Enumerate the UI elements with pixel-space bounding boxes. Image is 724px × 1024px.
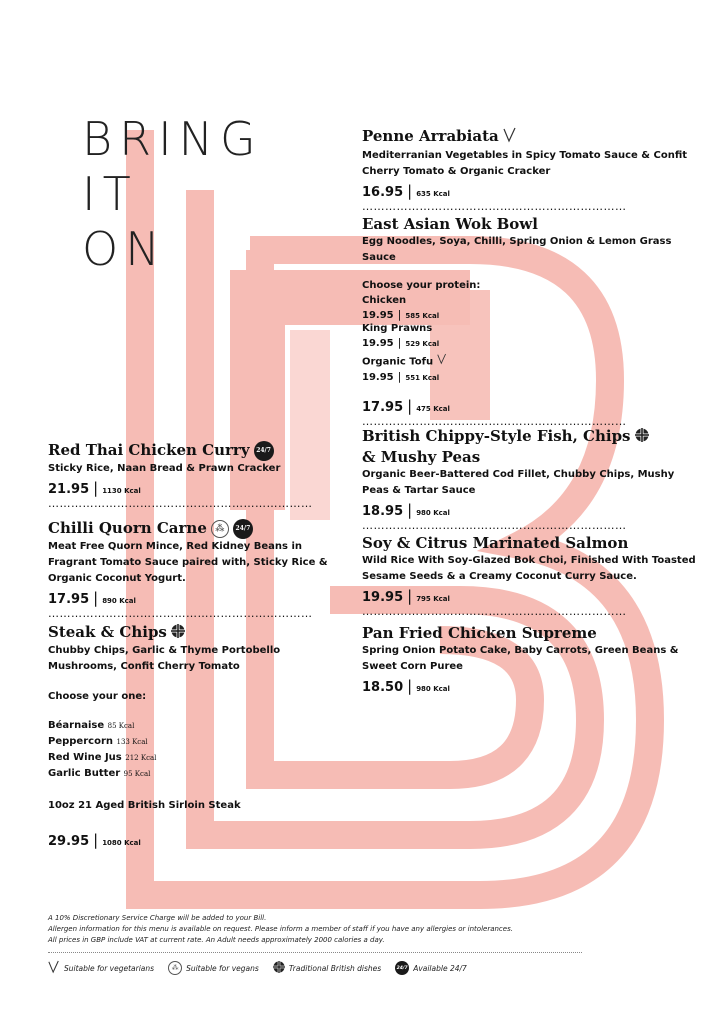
dish-name-line-2: & Mushy Peas <box>362 448 481 466</box>
protein-option-organic-tofu: Organic Tofu <box>362 356 434 368</box>
choose-sauce-label: Choose your one: <box>48 691 147 702</box>
footer-vat-info: All prices in GBP include VAT at current rate. An Adult needs approximately 2000 calories a day. <box>48 936 385 944</box>
british-flag-icon <box>273 961 285 975</box>
dish-salmon: Soy & Citrus Marinated Salmon Wild Rice With Soy-Glazed Bok Choi, Finished With Toasted Sesame Seeds & a Creamy Coconut Curry Sauce. 19.95 | 795 Kcal …………………………………………………………… <box>362 534 696 618</box>
dish-description: Organic Beer-Battered Cod Fillet, Chubby Chips, Mushy Peas & Tartar Sauce <box>362 469 675 496</box>
dish-price: 17.95 <box>48 592 90 607</box>
sauce-option-garlic-butter: Garlic Butter <box>48 768 121 779</box>
dish-kcal: 890 Kcal <box>102 597 136 605</box>
sauce-kcal: 133 Kcal <box>116 738 148 746</box>
footer-divider <box>48 952 582 953</box>
legend-vegetarian: Suitable for vegetarians <box>64 963 155 973</box>
legend-24-7: Available 24/7 <box>413 963 467 973</box>
dish-price: 29.95 <box>48 834 90 849</box>
dish-chilli-quorn-carne: Chilli Quorn Carne ⁂ 24/7 Meat Free Quorn Mince, Red Kidney Beans in Fragrant Tomato Sauce paired with, Sticky Rice & Organic Coconut Yogurt. 17.95 | 890 Kcal …………………………………………………………… <box>48 518 348 621</box>
divider-dots: …………………………………………………………… <box>362 605 627 618</box>
dish-red-thai-curry: Red Thai Chicken Curry 24/7 Sticky Rice, Naan Bread & Prawn Cracker 21.95 | 1130 Kcal …………………………………………………………… <box>48 440 348 511</box>
vegetarian-icon <box>48 960 60 976</box>
menu-title <box>82 112 263 277</box>
steak-cut: 10oz 21 Aged British Sirloin Steak <box>48 800 241 811</box>
vegan-icon: ⁂ <box>211 520 229 538</box>
dish-price: 17.95 <box>362 400 404 415</box>
option-kcal: 529 Kcal <box>405 340 440 348</box>
dish-description: Chubby Chips, Garlic & Thyme Portobello Mushrooms, Confit Cherry Tomato <box>48 645 281 672</box>
vegetarian-icon <box>437 353 447 370</box>
dish-fish-and-chips: British Chippy-Style Fish, Chips & Mushy Peas Organic Beer-Battered Cod Fillet, Chubby Chips, Mushy Peas & Tartar Sauce 18.95 | 980 Kcal …………………………………………………………… <box>362 426 697 533</box>
divider-dots: …………………………………………………………… <box>48 607 313 620</box>
divider-dots: …………………………………………………………… <box>48 497 313 510</box>
dish-chicken-supreme: Pan Fried Chicken Supreme Spring Onion Potato Cake, Baby Carrots, Green Beans & Sweet Corn Puree 18.50 | 980 Kcal <box>362 623 697 695</box>
available-24-7-icon: 24/7 <box>254 441 274 461</box>
dish-price: 21.95 <box>48 482 90 497</box>
sauce-option-bearnaise: Béarnaise <box>48 720 105 731</box>
british-flag-icon <box>171 623 185 643</box>
legend-vegan: Suitable for vegans <box>186 963 259 973</box>
available-24-7-icon: 24/7 <box>233 519 253 539</box>
dish-kcal: 1130 Kcal <box>102 487 141 495</box>
choose-protein-label: Choose your protein: <box>362 280 481 291</box>
footer-service-charge: A 10% Discretionary Service Charge will be added to your Bill. <box>48 914 267 922</box>
dish-name: Penne Arrabiata <box>362 127 499 145</box>
dish-kcal: 1080 Kcal <box>102 839 141 847</box>
legend <box>48 960 688 976</box>
sauce-kcal: 212 Kcal <box>125 754 157 762</box>
dish-description: Spring Onion Potato Cake, Baby Carrots, Green Beans & Sweet Corn Puree <box>362 645 679 672</box>
dish-description: Egg Noodles, Soya, Chilli, Spring Onion & Lemon Grass Sauce <box>362 236 672 263</box>
option-kcal: 551 Kcal <box>405 374 440 382</box>
option-price: 19.95 <box>362 310 394 321</box>
dish-name: Chilli Quorn Carne <box>48 519 207 537</box>
divider-dots: …………………………………………………………… <box>362 519 627 532</box>
divider-dots: …………………………………………………………… <box>362 199 627 213</box>
dish-name: East Asian Wok Bowl <box>362 215 538 233</box>
dish-price: 19.95 <box>362 590 404 605</box>
protein-option-chicken: Chicken <box>362 295 407 306</box>
sauce-kcal: 85 Kcal <box>107 722 135 730</box>
legend-british: Traditional British dishes <box>288 963 382 973</box>
dish-steak-and-chips: Steak & Chips Chubby Chips, Garlic & Thyme Portobello Mushrooms, Confit Cherry Tomato Choose your one: Béarnaise 85 Kcal Peppercorn 133 Kcal Red Wine Jus 212 Kcal Garlic Butter 95 Kcal 10oz 21 Aged British Sirloin Steak 29.95 | 1080 Kcal <box>48 622 348 849</box>
title-line-2: IT <box>82 167 138 221</box>
dish-kcal: 795 Kcal <box>416 595 450 603</box>
dish-price: 18.95 <box>362 504 404 519</box>
available-24-7-icon: 24/7 <box>395 961 409 975</box>
dish-description: Sticky Rice, Naan Bread & Prawn Cracker <box>48 463 281 474</box>
dish-kcal: 635 Kcal <box>416 189 450 198</box>
dish-description: Mediterranian Vegetables in Spicy Tomato Sauce & Confit Cherry Tomato & Organic Cracker <box>362 149 688 177</box>
option-price: 19.95 <box>362 338 394 349</box>
divider-dots: …………………………………………………………… <box>362 415 627 428</box>
title-line-3: ON <box>82 222 167 276</box>
dish-price: 16.95 <box>362 184 404 200</box>
sauce-option-red-wine-jus: Red Wine Jus <box>48 752 122 763</box>
british-flag-icon <box>635 427 649 447</box>
dish-name: Soy & Citrus Marinated Salmon <box>362 534 629 552</box>
dish-name-line-1: British Chippy-Style Fish, Chips <box>362 427 631 445</box>
dish-description: Wild Rice With Soy-Glazed Bok Choi, Finished With Toasted Sesame Seeds & a Creamy Coconut Curry Sauce. <box>362 555 696 582</box>
title-line-1: BRING <box>82 112 263 166</box>
dish-kcal: 980 Kcal <box>416 509 450 517</box>
dish-penne-arrabiata: Penne Arrabiata Mediterranian Vegetables in Spicy Tomato Sauce & Confit Cherry Tomato & Organic Cracker 16.95 | 635 Kcal …………………………………………………………… <box>362 126 697 214</box>
dish-east-asian-wok-bowl: East Asian Wok Bowl Egg Noodles, Soya, Chilli, Spring Onion & Lemon Grass Sauce Choose your protein: Chicken 19.95 | 585 Kcal King Prawns 19.95 | 529 Kcal Organic Tofu 19.95 | 551 Kcal 17.95 | 475 Kcal …………………………………………………………… <box>362 214 697 429</box>
vegan-icon: ⁂ <box>168 961 182 975</box>
option-price: 19.95 <box>362 372 394 383</box>
dish-name: Red Thai Chicken Curry <box>48 441 250 459</box>
sauce-kcal: 95 Kcal <box>123 770 151 778</box>
footer-notes <box>48 913 688 946</box>
dish-name: Steak & Chips <box>48 623 167 641</box>
dish-description: Meat Free Quorn Mince, Red Kidney Beans in Fragrant Tomato Sauce paired with, Sticky Rice & Organic Coconut Yogurt. <box>48 541 328 584</box>
option-kcal: 585 Kcal <box>405 312 440 320</box>
dish-name: Pan Fried Chicken Supreme <box>362 624 597 642</box>
dish-kcal: 980 Kcal <box>416 685 450 693</box>
footer-allergen-info: Allergen information for this menu is available on request. Please inform a member of staff if you have any allergies or intolerances. <box>48 925 513 933</box>
dish-kcal: 475 Kcal <box>416 405 450 413</box>
dish-price: 18.50 <box>362 680 404 695</box>
sauce-option-peppercorn: Peppercorn <box>48 736 113 747</box>
protein-option-king-prawns: King Prawns <box>362 323 433 334</box>
vegetarian-icon <box>503 127 517 148</box>
